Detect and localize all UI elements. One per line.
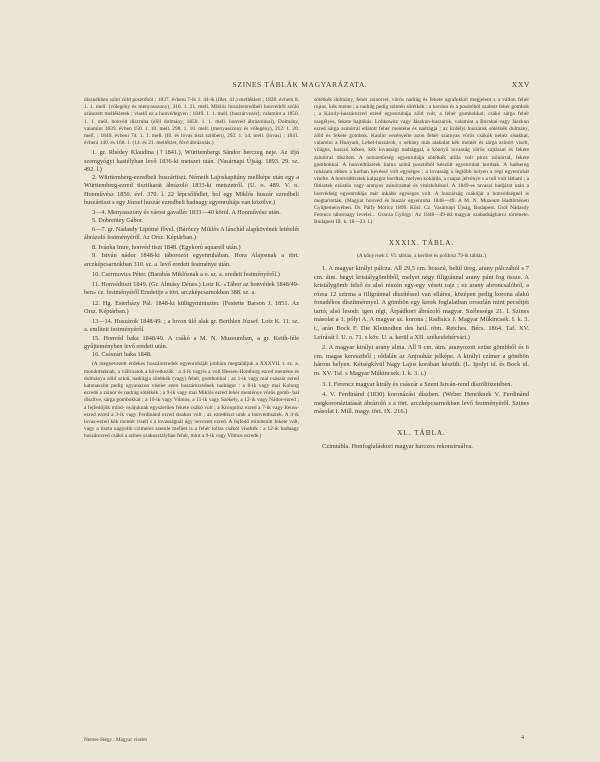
right-column-continuation xyxy=(314,97,529,227)
paragraph: 3. I. Ferencz magyar király és császár a Szent István-rend díszöltözetében. xyxy=(322,380,513,388)
paragraph: 12. Hg. Esterházy Pál. 1848-ki külügyminiszter. (Festette Barson J. 1851. Az Orsz. Képtárban.) xyxy=(84,299,299,315)
paragraph: 2. Württemberg-ezredbeli huszártiszt. Németh Lajoskapitány mellképe után egy a Württemberg-ezred tisztikarát ábrázoló 1833-ki metszetről. (U. o. 489. V. o. Honművész 1850. évf. 370. l. 22 lépcsőlődlet, hol egy Miklós huszár ezredbeli huszártiszt s egy József huszár ezredbeli hadnagy egyenruhája van közölve.) xyxy=(84,174,299,206)
page-header xyxy=(70,80,530,94)
paragraph: 1. A magyar királyi pálcza. All 29,5 cm. hosszú, belül üreg, arany pálczából s 7 cm. átm. hegyi kristálygömbből, melyet négy filigránnal arany pánt fog össze. A kristálygömb felső és alsó részén egy-egy vésett rajz ; ez arany abroncsalóból, a rózsa 12 szirma a filigránnal díszítéssel van ellátva, középen pedig korona alakú fonadékos díszítménnyel. A gömbön egy kerek foglalatban oroszlán mint pecsétjét tartó; alsó lesodr. igen régi, Árpádkori ábrázoló magyar. Szélessége 21. l. Szines másolat a 1. pólyi A. A magyar sz. korona ; Radisics J. Magyar Műkincsek. I. k. 3. t., arán Bock F. Die Kleinodien des heil. röm. Reiches. Bécs. 1864. Taf. XV. Leírását l. U. o. 71. s köv. U. a. kerül a XII. székesfehérvári.) xyxy=(314,264,529,341)
paragraph: 4. V. Ferdinánd (1830) koronázási díszben. (Weber Henriknek V. Ferdinánd megkoronáztatását ábrázoló s a tört. arczképcsarnokban levő festményéről. Szines másolat I. Mill. magy. tört. IX. 216.) xyxy=(314,391,529,416)
paragraph: 8. Ivánka Imre, honvéd tiszt 1848. (Egykorú aquarell után.) xyxy=(92,244,241,252)
paragraph: 6—7. gr. Nádasdy Lipótné fővel. (Báróczy Miklós A lánchíd alapkövének letételét ábrázoló festményéről. Az Orsz. Képtárban.) xyxy=(84,225,299,241)
paragraph: 3—4. Menyasszony és városi gavallér 1833—40 körül. A Honművész után. xyxy=(92,209,281,217)
paragraph: (A megnevezett érdekes huszárezredek egyenruháját jobbára megtaláljuk a XXXVII. t. sz. a. mondottaknak, a vállcsatok a következők : a 4-ik vagyis a volt Hessen-Homburg ezred menténe és dolmánya zöld színű, nadrágja sötétkék (vagy) fehér, gombokkal ; az 1-ik vagy mai császár ezred katonaszínt pedig ugyanazon viselet ezen huszárezrednek nadrágot : a 8-ik vagy mai Koburg ezredé a zsinór és nadrág sötétkék ; a 9-ik vagy mai Miklós ezred fehér menténye vörös gomb- bal díszítve, sárga gombokkal ; a 10-ik vagy Vilmos, a 11-ik vagy Székely, a 12-ik vagy Nádor-ezred ; a fejfedőjük mind- nyájuknak egyszerűen fekete csákó volt ; a Kronprinz ezred a 7-ik vagy Reuss-ezred ezred a 3-ik vagy Ferdinánd ezred sisakos volt ; az ezredtiszt urak a honvédtisztek. A 4-ik lovas-ezred kék mentét viselt s a lovasságnál úgy nevezett ezred. A fejfedő mindenütt fekete volt, vagy a tiszta nagyobb czimeres szemle mellett is a fehér tollas csákót viselték : a 12-ik hadnagy huszárezred csákó a színes szakosztályban fehér, mint a 9-ik vagy Vilmos ezredé.) xyxy=(84,361,299,440)
right-column xyxy=(314,97,529,742)
printer-signature: 4 xyxy=(521,735,524,741)
paragraph: 15. Honvéd baka 1848/49. A csákó a M. N. Muzeumban, a gr. Keith-féle gyűjteményben levő eredeti után. xyxy=(84,334,299,350)
paragraph: sötétkék dolmány, fehér zsinórrel, vörös nadrág és fekete agrafekkel megjelent s a vállon fehér rojtos, kék mente ; a nadrág pedig szintén sötétkék ; a kordon és a posztóból szabott fehér gombok ; a Károly-huszárezred ezred egyenruhája zöld volt, a fehér gombokkal; csákó sárga fehér szegélyes, fekete hajtókás. Lobkowitz vagy Jászkun-huszárok, valamint a Bocskai-vagy Jászkun ezred sárga zsinórral ellátott fehér menténe és nadrágja ; az Erdélyi huszárok sötétkék dolmány, zöld és fekete gombok. Kaulin vezényelte azon fehér szárnyas vörös csákók nehéz sisakkal, valamint a Hunyadi, Lehel-huszárok, s néhány más alakulat kék mentét és sárga zsinórt viselt, világos, hosszú kéken, kék lovassági nadrággal, a könnyű lovasság vörös sujtással és fekete zsinórral díszített. A nemzetőrség egyenruhája sötétkék atilla volt piros zsinórral, fekete gombokkal. A honvédtüzérek barna színű posztóból készült egyenruhát hordtak. A hadsereg ruházata ebben a korban kevéssé volt egységes ; a lovasság a legtöbb helyen a régi egyenruhát viselte. A honvédtisztek kalpagot hordtak, melyen kokárda, a csapat jelvénye s a toll volt látható ; a főtisztek ezüstös vagy aranyos zsinórzattal és vitézkötéssel. A 1849-es tavaszi hadjárat után a honvédség egyenruhája már inkább egységes volt. A huszárság csákóját a honvédségnél is megtartották. (Magyar honvéd és huszár egyenruha 1848—49. A M. N. Muzeum Hadtörténeti Gyűjteményében. Dr. Pálfy Móricz 1899. Közl. Cz. Vasárnapi Újság, Budapest. Gróf Nádasdy Ferencz tábornagy levelei... Gracza György: Az 1848—49-iki magyar szabadságharcz története. Budapest III. k. 18—23. l.) xyxy=(314,97,529,226)
paragraph: 5. Dobrentey Gábor. xyxy=(92,217,144,225)
paragraph: 11. Honvédtiszt 1849. (Gr. Almásy Dénes.) Lotz K. «Tábor az honvédek 1848/49-ben» cz. festményéről Erudetije a tört. arczképcsarnokban 388. sz. a. xyxy=(84,281,299,297)
section-title-xxxix: XXXIX. TÁBLA. xyxy=(388,238,455,247)
paragraph: 2. A magyar királyi arany alma. All 9 cm. átm. aranyozott ezüst gömbből és 6 cm. magas keresztből ; oldalán az Anjouház jelképe. A királyi czímer a gömbön három helyen. Kétségkívül Nagy Lajos korában készült. (L. Ipolyi id. és Bock id. m. XV. Taf. s Magyar Műkincsek. I. k. 3. t.) xyxy=(314,344,529,378)
page-number: XXV xyxy=(511,80,530,89)
left-column xyxy=(84,97,299,717)
page-title: SZINES TÁBLÁK MAGYARÁZATA. xyxy=(232,80,368,89)
section-title-xl: XL. TÁBLA. xyxy=(397,429,446,437)
paragraph: 13—14. Huszárok 1848/49. ; a lovon ülő alak gr. Berthlen József. Lotz K. 11. sz. a. említett festményéről. xyxy=(84,318,299,334)
footer-signature-line: Nemes-Stégy : Magyar viselet xyxy=(84,737,147,743)
paragraph: 16. Császári baka 1848. xyxy=(92,351,152,359)
paragraph: dísznékben színt zöld posztóból ; 1837. évbeni 7-ik 1. 44-ik (illet. 41.) mellékleti ; 1838. évbeni 8. 1. 1. mell. (vőlegény és menyasszony), 316. 1. 21. mell. Miklós huszárezredbeli honvédről szóló színezett mellékletek ; viselő ez a honvédegyen ; 1849. 1. 1. mell. (huszárvezér); valamint a 1850. 1. 1. mell. honvéd díszruha (elöl dolmány, 1850. 1. 1. mell. honvéd ábrázolásai), Dolmány, valamint 1839. évben 150. 1. 10. mell. 298. 1. 10. mell. (menyasszony és vőlegény), 212. 1. 20. mell. ; 1840. évbeni 74. 1. 1. mell. (fő. és lovas tiszt színben), 292. 1. 14. mell. (lovas) ; 1841. évbeni 140. és 168. 1. (14. és 21. melléklet, fővé ábrázolás.) xyxy=(84,97,299,147)
section-body-xl xyxy=(314,443,529,452)
section-body-xxxix xyxy=(314,265,529,417)
paragraph: 1. gr. Rhédey Klaudina (†1841.), Württembergi Sándor herczeg neje. Az ifjú szemgyógyi kastélyban levő 1836-ki metszet után. (Vasárnapi Újság. 1893. 29. sz. 492. l.) xyxy=(84,149,299,173)
page-footer xyxy=(84,737,524,743)
paragraph: 10. Csermovics Péter. (Barabás Miklósnak a o. sz. a. eredeti festményéről.) xyxy=(92,270,280,278)
section-subtitle-xxxix: (A könyvnek I. VI. táblán, a kerület és polihisz 79-ik tábláz.) xyxy=(357,252,486,259)
paragraph: 9. István nádor 1848-ki táborozói egyenruhában. Hora Alajosnak a tört. arczképcsarnokban 310. sz. a. levő eredeti festménye után. xyxy=(84,252,299,268)
paragraph: Czimtábla. Honfoglaláskori magyar harczos rekonstruálva. xyxy=(322,443,473,451)
